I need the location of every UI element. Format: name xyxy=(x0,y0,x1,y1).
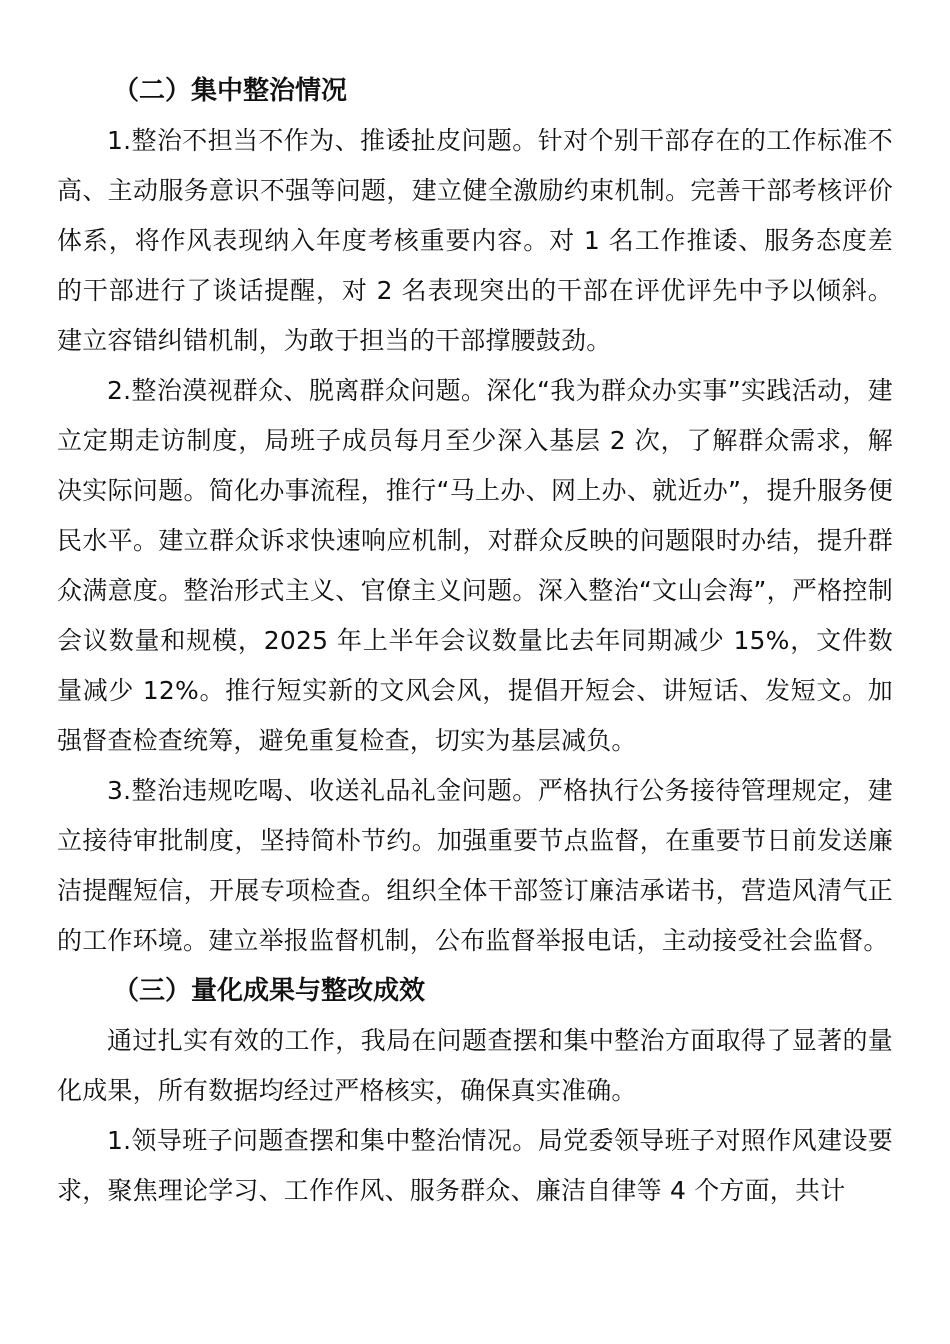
paragraph-leadership-team-review: 1.领导班子问题查摆和集中整治情况。局党委领导班子对照作风建设要求，聚焦理论学习、工作作风、服务群众、廉洁自律等 4 个方面，共计 xyxy=(57,1126,893,1205)
paragraph-rectify-neglecting-masses: 2.整治漠视群众、脱离群众问题。深化“我为群众办实事”实践活动，建立定期走访制度，局班子成员每月至少深入基层 2 次，了解群众需求，解决实际问题。简化办事流程，推行“马上办、网上办、就近办”，提升服务便民水平。建立群众诉求快速响应机制，对群众反映的问题限时办结，提升群众满意度。整治形式主义、官僚主义问题。深入整治“文山会海”，严格控制会议数量和规模，2025 年上半年会议数量比去年同期减少 15%，文件数量减少 12%。推行短实新的文风会风，提倡开短会、讲短话、发短文。加强督查检查统筹，避免重复检查，切实为基层减负。 xyxy=(57,376,893,755)
paragraph-rectify-banquets-gifts: 3.整治违规吃喝、收送礼品礼金问题。严格执行公务接待管理规定，建立接待审批制度，坚持简朴节约。加强重要节点监督，在重要节日前发送廉洁提醒短信，开展专项检查。组织全体干部签订廉洁承诺书，营造风清气正的工作环境。建立举报监督机制，公布监督举报电话，主动接受社会监督。 xyxy=(57,776,893,955)
document-body xyxy=(57,66,893,1216)
paragraph-rectify-inaction: 1.整治不担当不作为、推诿扯皮问题。针对个别干部存在的工作标准不高、主动服务意识不强等问题，建立健全激励约束机制。完善干部考核评价体系，将作风表现纳入年度考核重要内容。对 1 名工作推诿、服务态度差的干部进行了谈话提醒，对 2 名表现突出的干部在评优评先中予以倾斜。建立容错纠错机制，为敢于担当的干部撑腰鼓劲。 xyxy=(57,126,893,355)
section-heading-concentrated-rectification: （二）集中整治情况 xyxy=(113,76,348,106)
paragraph-results-intro: 通过扎实有效的工作，我局在问题查摆和集中整治方面取得了显著的量化成果，所有数据均经过严格核实，确保真实准确。 xyxy=(57,1026,893,1105)
section-heading-quantified-results: （三）量化成果与整改成效 xyxy=(113,976,426,1006)
